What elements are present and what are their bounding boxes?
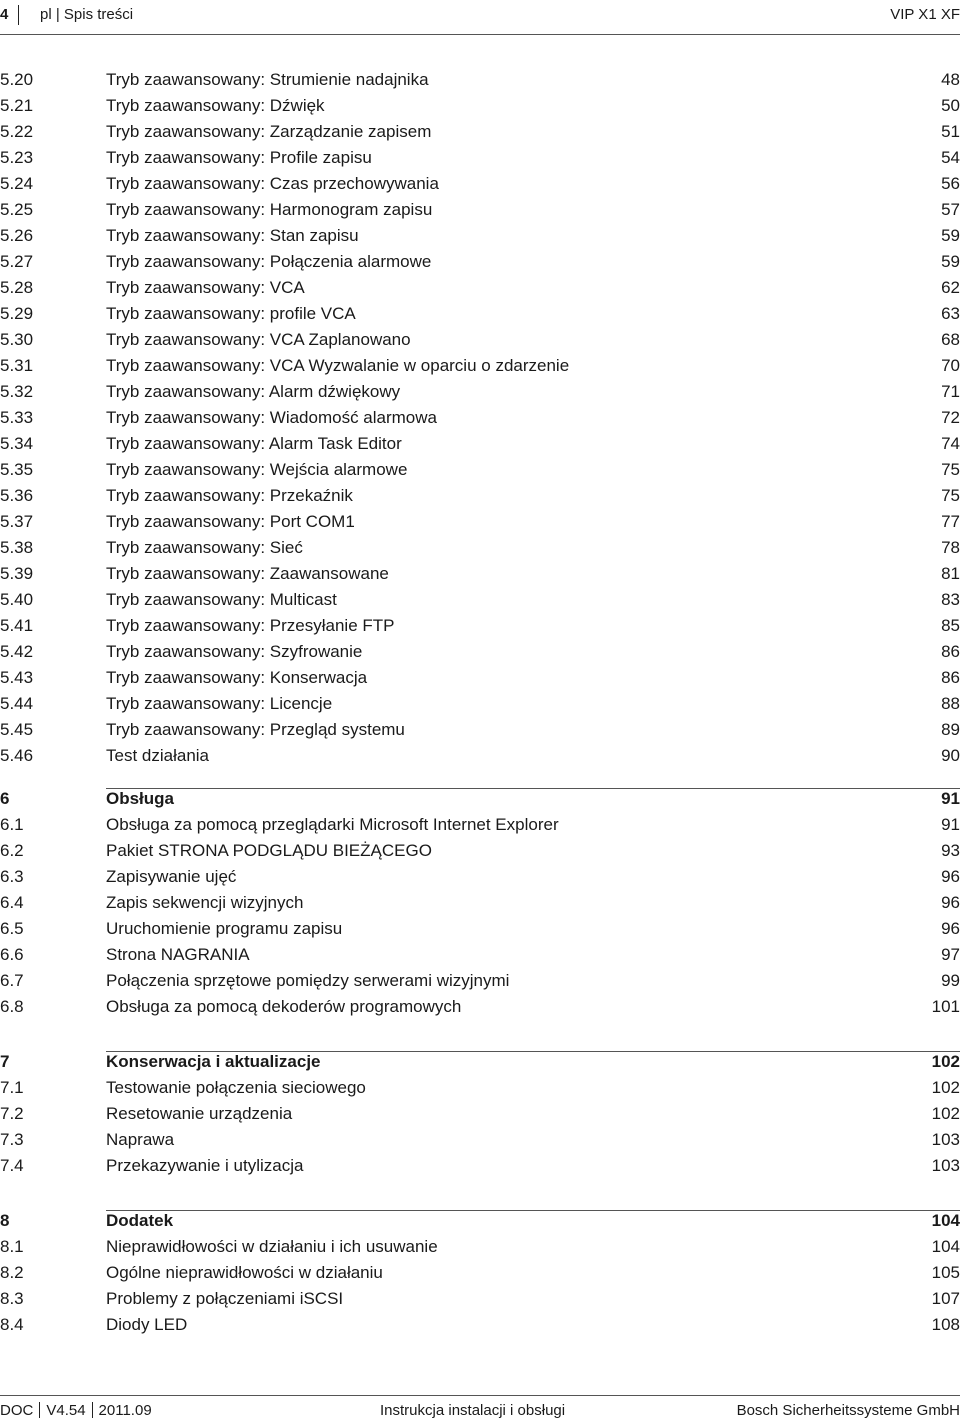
toc-entry-page: 104: [931, 1237, 960, 1256]
toc-entry-page: 77: [941, 512, 960, 531]
toc-entry-page: 59: [941, 226, 960, 245]
toc-entry-title: Testowanie połączenia sieciowego: [106, 1078, 366, 1097]
toc-entry-number: 6.6: [0, 945, 24, 964]
toc-entry-row[interactable]: [0, 1075, 960, 1101]
toc-entry-title: Tryb zaawansowany: Stan zapisu: [106, 226, 359, 245]
toc-entry-page: 90: [941, 746, 960, 765]
toc-entry-number: 5.22: [0, 122, 34, 141]
toc-entry-title: Tryb zaawansowany: Zarządzanie zapisem: [106, 122, 432, 141]
footer-separator: [39, 1402, 40, 1418]
toc-entry-row[interactable]: [0, 639, 960, 665]
header-product: VIP X1 XF: [890, 6, 960, 23]
toc-entry-page: 68: [941, 330, 960, 349]
toc-entry-page: 97: [941, 945, 960, 964]
toc-entry-number: 8.2: [0, 1263, 24, 1282]
toc-chapter-row[interactable]: [0, 786, 960, 812]
toc-entry-row[interactable]: [0, 1234, 960, 1260]
toc-entry-page: 88: [941, 694, 960, 713]
toc-entry-title: Tryb zaawansowany: Zaawansowane: [106, 564, 389, 583]
toc-entry-row[interactable]: [0, 561, 960, 587]
toc-entry-page: 50: [941, 96, 960, 115]
page-header: [0, 0, 960, 30]
toc-entry-number: 6.3: [0, 867, 24, 886]
toc-entry-number: 5.37: [0, 512, 34, 531]
toc-entry-title: Tryb zaawansowany: Szyfrowanie: [106, 642, 363, 661]
header-rule: [0, 34, 960, 35]
toc-entry-page: 89: [941, 720, 960, 739]
toc-entry-number: 8.4: [0, 1315, 24, 1334]
toc-entry-page: 72: [941, 408, 960, 427]
toc-entry-page: 75: [941, 460, 960, 479]
toc-entry-row[interactable]: [0, 812, 960, 838]
toc-entry-row[interactable]: [0, 223, 960, 249]
chapter-title: Obsługa: [106, 789, 175, 808]
toc-entry-page: 56: [941, 174, 960, 193]
footer-rule: [0, 1395, 960, 1396]
toc-entry-page: 74: [941, 434, 960, 453]
toc-entry-number: 5.32: [0, 382, 34, 401]
toc-entry-title: Obsługa za pomocą dekoderów programowych: [106, 997, 462, 1016]
toc-entry-title: Tryb zaawansowany: Przegląd systemu: [106, 720, 405, 739]
section-5-list: [0, 67, 960, 769]
header-separator: [18, 5, 19, 25]
toc-entry-number: 6.2: [0, 841, 24, 860]
toc-entry-page: 62: [941, 278, 960, 297]
toc-entry-number: 5.20: [0, 70, 34, 89]
toc-entry-number: 7.1: [0, 1078, 24, 1097]
toc-entry-page: 99: [941, 971, 960, 990]
toc-entry-title: Tryb zaawansowany: Port COM1: [106, 512, 355, 531]
toc-entry-page: 103: [931, 1130, 960, 1149]
toc-entry-page: 102: [931, 1104, 960, 1123]
toc-entry-title: Zapis sekwencji wizyjnych: [106, 893, 304, 912]
chapter-number: 7: [0, 1052, 10, 1071]
toc-entry-number: 7.2: [0, 1104, 24, 1123]
toc-entry-title: Tryb zaawansowany: profile VCA: [106, 304, 356, 323]
toc-entry-title: Tryb zaawansowany: VCA: [106, 278, 305, 297]
toc-entry-title: Problemy z połączeniami iSCSI: [106, 1289, 344, 1308]
toc-entry-page: 59: [941, 252, 960, 271]
toc-entry-row[interactable]: [0, 509, 960, 535]
toc-entry-row[interactable]: [0, 145, 960, 171]
toc-entry-page: 48: [941, 70, 960, 89]
toc-entry-row[interactable]: [0, 1260, 960, 1286]
toc-entry-page: 86: [941, 642, 960, 661]
toc-entry-number: 5.45: [0, 720, 34, 739]
toc-entry-number: 5.26: [0, 226, 34, 245]
toc-entry-number: 5.30: [0, 330, 34, 349]
toc-entry-row[interactable]: [0, 1286, 960, 1312]
toc-entry-row[interactable]: [0, 353, 960, 379]
toc-entry-title: Połączenia sprzętowe pomiędzy serwerami wizyjnymi: [106, 971, 510, 990]
toc-entry-title: Strona NAGRANIA: [106, 945, 250, 964]
toc-entry-page: 96: [941, 919, 960, 938]
chapter-page: 102: [931, 1052, 960, 1071]
toc-entry-page: 108: [931, 1315, 960, 1334]
toc-entry-row[interactable]: [0, 743, 960, 769]
toc-entry-row[interactable]: [0, 665, 960, 691]
toc-entry-number: 5.33: [0, 408, 34, 427]
toc-entry-row[interactable]: [0, 249, 960, 275]
toc-entry-row[interactable]: [0, 587, 960, 613]
toc-chapter-row[interactable]: [0, 1208, 960, 1234]
toc-entry-page: 85: [941, 616, 960, 635]
toc-entry-page: 54: [941, 148, 960, 167]
toc-entry-page: 96: [941, 867, 960, 886]
toc-entry-row[interactable]: [0, 301, 960, 327]
toc-entry-row[interactable]: [0, 1127, 960, 1153]
toc-entry-number: 5.27: [0, 252, 34, 271]
toc-entry-row[interactable]: [0, 1101, 960, 1127]
toc-entry-row[interactable]: [0, 197, 960, 223]
toc-entry-title: Tryb zaawansowany: Czas przechowywania: [106, 174, 439, 193]
toc-entry-row[interactable]: [0, 838, 960, 864]
toc-entry-page: 103: [931, 1156, 960, 1175]
toc-entry-number: 6.4: [0, 893, 24, 912]
page-number: 4: [0, 6, 9, 23]
page-footer: [0, 1399, 960, 1423]
toc-entry-row[interactable]: [0, 535, 960, 561]
toc-entry-row[interactable]: [0, 890, 960, 916]
toc-entry-title: Tryb zaawansowany: Przesyłanie FTP: [106, 616, 395, 635]
toc-entry-title: Tryb zaawansowany: VCA Zaplanowano: [106, 330, 411, 349]
chapter-page: 91: [941, 789, 960, 808]
toc-entry-row[interactable]: [0, 327, 960, 353]
toc-entry-title: Nieprawidłowości w działaniu i ich usuwanie: [106, 1237, 438, 1256]
toc-entry-number: 6.5: [0, 919, 24, 938]
footer-company: Bosch Sicherheitssysteme GmbH: [736, 1402, 960, 1419]
toc-entry-number: 6.1: [0, 815, 24, 834]
toc-entry-title: Tryb zaawansowany: Dźwięk: [106, 96, 325, 115]
chapter-title: Dodatek: [106, 1211, 174, 1230]
toc-entry-number: 5.24: [0, 174, 34, 193]
toc-entry-title: Tryb zaawansowany: Konserwacja: [106, 668, 368, 687]
toc-chapter-row[interactable]: [0, 1049, 960, 1075]
toc-entry-row[interactable]: [0, 968, 960, 994]
toc-entry-title: Pakiet STRONA PODGLĄDU BIEŻĄCEGO: [106, 841, 432, 860]
toc-entry-title: Tryb zaawansowany: Strumienie nadajnika: [106, 70, 429, 89]
toc-entry-number: 5.29: [0, 304, 34, 323]
toc-entry-title: Przekazywanie i utylizacja: [106, 1156, 304, 1175]
toc-entry-title: Resetowanie urządzenia: [106, 1104, 293, 1123]
footer-doc-info: [0, 1399, 152, 1423]
chapter-7-heading: [0, 1039, 960, 1075]
toc-entry-title: Zapisywanie ujęć: [106, 867, 237, 886]
toc-entry-page: 91: [941, 815, 960, 834]
toc-entry-row[interactable]: [0, 1312, 960, 1338]
toc-entry-title: Tryb zaawansowany: Alarm Task Editor: [106, 434, 402, 453]
toc-entry-number: 5.23: [0, 148, 34, 167]
chapter-number: 8: [0, 1211, 10, 1230]
chapter-page: 104: [931, 1211, 960, 1230]
footer-date: 2011.09: [98, 1402, 152, 1419]
toc-entry-title: Ogólne nieprawidłowości w działaniu: [106, 1263, 383, 1282]
toc-entry-row[interactable]: [0, 1153, 960, 1179]
toc-entry-page: 102: [931, 1078, 960, 1097]
toc-entry-title: Obsługa za pomocą przeglądarki Microsoft Internet Explorer: [106, 815, 559, 834]
toc-entry-number: 5.35: [0, 460, 34, 479]
toc-entry-page: 93: [941, 841, 960, 860]
toc-entry-row[interactable]: [0, 717, 960, 743]
toc-entry-row[interactable]: [0, 942, 960, 968]
toc-entry-row[interactable]: [0, 379, 960, 405]
footer-manual: Instrukcja instalacji i obsługi: [380, 1402, 566, 1419]
footer-doc: DOC: [0, 1402, 34, 1419]
toc-entry-row[interactable]: [0, 994, 960, 1020]
toc-entry-page: 57: [941, 200, 960, 219]
toc-entry-number: 5.36: [0, 486, 34, 505]
toc-entry-title: Test działania: [106, 746, 210, 765]
toc-entry-title: Tryb zaawansowany: Wiadomość alarmowa: [106, 408, 437, 427]
toc-entry-number: 5.34: [0, 434, 34, 453]
toc-entry-title: Tryb zaawansowany: Profile zapisu: [106, 148, 372, 167]
toc-entry-number: 6.8: [0, 997, 24, 1016]
toc-entry-number: 5.38: [0, 538, 34, 557]
toc-entry-number: 5.46: [0, 746, 34, 765]
toc-entry-row[interactable]: [0, 275, 960, 301]
chapter-6-heading: [0, 776, 960, 812]
toc-entry-page: 75: [941, 486, 960, 505]
toc-entry-page: 96: [941, 893, 960, 912]
toc-entry-title: Tryb zaawansowany: Przekaźnik: [106, 486, 353, 505]
toc-entry-row[interactable]: [0, 93, 960, 119]
toc-entry-number: 5.39: [0, 564, 34, 583]
toc-entry-page: 78: [941, 538, 960, 557]
toc-entry-number: 8.3: [0, 1289, 24, 1308]
toc-entry-row[interactable]: [0, 691, 960, 717]
toc-entry-page: 70: [941, 356, 960, 375]
toc-entry-row[interactable]: [0, 916, 960, 942]
toc-entry-page: 83: [941, 590, 960, 609]
toc-entry-page: 71: [941, 382, 960, 401]
toc-entry-row[interactable]: [0, 431, 960, 457]
toc-entry-number: 5.44: [0, 694, 34, 713]
toc-entry-page: 63: [941, 304, 960, 323]
toc-entry-page: 107: [931, 1289, 960, 1308]
toc-entry-title: Naprawa: [106, 1130, 175, 1149]
toc-entry-row[interactable]: [0, 171, 960, 197]
chapter-title: Konserwacja i aktualizacje: [106, 1052, 321, 1071]
toc-entry-row[interactable]: [0, 483, 960, 509]
toc-entry-number: 5.40: [0, 590, 34, 609]
toc-entry-row[interactable]: [0, 119, 960, 145]
toc-entry-title: Tryb zaawansowany: Sieć: [106, 538, 303, 557]
chapter-6-list: [0, 812, 960, 1020]
toc-entry-number: 8.1: [0, 1237, 24, 1256]
toc-entry-row[interactable]: [0, 457, 960, 483]
toc-entry-number: 5.31: [0, 356, 34, 375]
toc-entry-page: 86: [941, 668, 960, 687]
toc-entry-number: 5.28: [0, 278, 34, 297]
toc-entry-row[interactable]: [0, 613, 960, 639]
chapter-8-list: [0, 1234, 960, 1338]
footer-separator: [92, 1402, 93, 1418]
toc-entry-title: Tryb zaawansowany: Wejścia alarmowe: [106, 460, 408, 479]
toc-entry-number: 5.25: [0, 200, 34, 219]
toc-entry-number: 5.43: [0, 668, 34, 687]
footer-version: V4.54: [46, 1402, 86, 1419]
chapter-7-list: [0, 1075, 960, 1179]
toc-entry-row[interactable]: [0, 67, 960, 93]
header-section: pl | Spis treści: [40, 6, 134, 23]
toc-entry-title: Tryb zaawansowany: Harmonogram zapisu: [106, 200, 433, 219]
toc-entry-page: 101: [931, 997, 960, 1016]
toc-entry-row[interactable]: [0, 405, 960, 431]
toc-entry-title: Tryb zaawansowany: Alarm dźwiękowy: [106, 382, 401, 401]
toc-entry-title: Tryb zaawansowany: Multicast: [106, 590, 337, 609]
table-of-contents: [0, 67, 960, 1338]
toc-entry-title: Tryb zaawansowany: VCA Wyzwalanie w oparciu o zdarzenie: [106, 356, 570, 375]
toc-entry-number: 7.3: [0, 1130, 24, 1149]
toc-entry-number: 6.7: [0, 971, 24, 990]
toc-entry-title: Tryb zaawansowany: Połączenia alarmowe: [106, 252, 432, 271]
toc-entry-number: 5.42: [0, 642, 34, 661]
toc-entry-title: Uruchomienie programu zapisu: [106, 919, 343, 938]
toc-entry-number: 7.4: [0, 1156, 24, 1175]
toc-entry-number: 5.41: [0, 616, 34, 635]
toc-entry-number: 5.21: [0, 96, 34, 115]
toc-entry-page: 51: [941, 122, 960, 141]
chapter-number: 6: [0, 789, 10, 808]
toc-entry-page: 105: [931, 1263, 960, 1282]
chapter-8-heading: [0, 1198, 960, 1234]
toc-entry-row[interactable]: [0, 864, 960, 890]
toc-entry-title: Tryb zaawansowany: Licencje: [106, 694, 333, 713]
toc-entry-title: Diody LED: [106, 1315, 188, 1334]
toc-entry-page: 81: [941, 564, 960, 583]
